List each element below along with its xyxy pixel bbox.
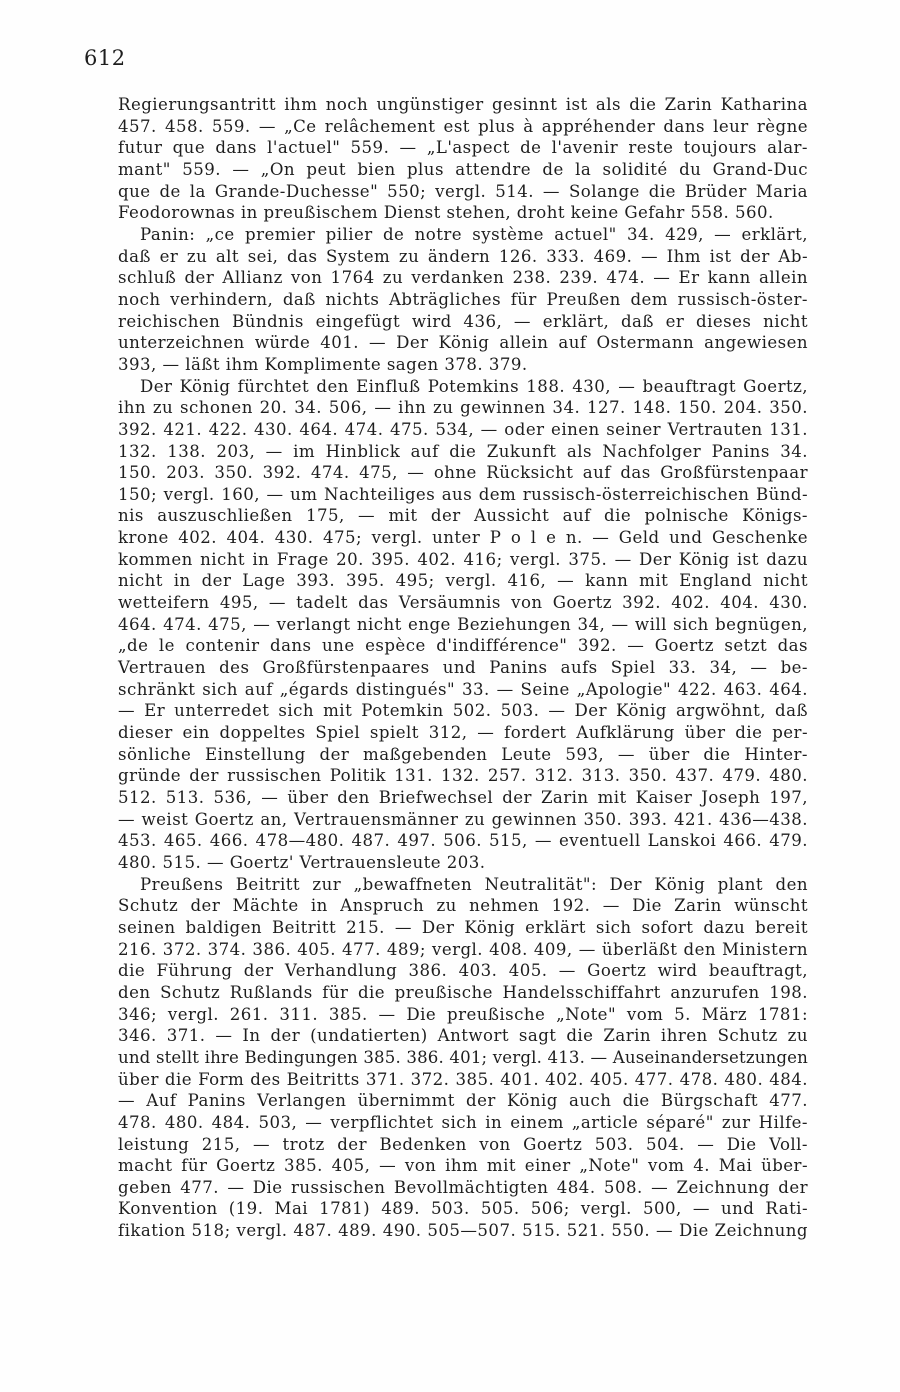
text-line: kommen nicht in Frage 20. 395. 402. 416; vergl. 375. — Der König ist dazu [118,549,808,569]
text-line: 216. 372. 374. 386. 405. 477. 489; vergl. 408. 409, — überläßt den Ministern [118,939,808,959]
text-line: und stellt ihre Bedingungen 385. 386. 401; vergl. 413. — Auseinandersetzungen [118,1047,808,1067]
text-line: 453. 465. 466. 478—480. 487. 497. 506. 515, — eventuell Lanskoi 466. 479. [118,831,808,851]
text-line: fikation 518; vergl. 487. 489. 490. 505—507. 515. 521. 550. — Die Zeichnung [118,1221,808,1241]
text-line: — weist Goertz an, Vertrauensmänner zu gewinnen 350. 393. 421. 436—438. [118,809,808,829]
text-line: schränkt sich auf „égards distingués" 33. — Seine „Apologie" 422. 463. 464. [118,679,808,699]
text-line: Regierungsantritt ihm noch ungünstiger gesinnt ist als die Zarin Katharina [118,95,808,114]
text-line: die Führung der Verhandlung 386. 403. 405. — Goertz wird beauftragt, [118,961,808,981]
text-line: — Auf Panins Verlangen übernimmt der König auch die Bürgschaft 477. [118,1091,808,1111]
index-text-block [118,94,808,1242]
text-line: 480. 515. — Goertz' Vertrauensleute 203. [118,852,486,872]
text-line: que de la Grande-Duchesse" 550; vergl. 514. — Solange die Brüder Maria [118,181,808,201]
text-line: 150; vergl. 160, — um Nachteiliges aus dem russisch-österreichischen Bünd- [118,484,808,504]
text-line: Panin: „ce premier pilier de notre système actuel" 34. 429, — erklärt, [140,224,808,244]
text-line: ihn zu schonen 20. 34. 506, — ihn zu gewinnen 34. 127. 148. 150. 204. 350. [118,398,808,418]
text-line: daß er zu alt sei, das System zu ändern 126. 333. 469. — Ihm ist der Ab- [118,246,808,266]
text-line: — Er unterredet sich mit Potemkin 502. 503. — Der König argwöhnt, daß [118,701,808,721]
text-line: macht für Goertz 385. 405, — von ihm mit einer „Note" vom 4. Mai über- [118,1156,808,1176]
text-line: Konvention (19. Mai 1781) 489. 503. 505. 506; vergl. 500, — und Rati- [118,1199,808,1219]
text-line: Preußens Beitritt zur „bewaffneten Neutralität": Der König plant den [140,874,808,894]
text-line: Der König fürchtet den Einfluß Potemkins 188. 430, — beauftragt Goertz, [140,376,808,396]
text-line: 346; vergl. 261. 311. 385. — Die preußische „Note" vom 5. März 1781: [118,1004,808,1024]
text-line: 464. 474. 475, — verlangt nicht enge Beziehungen 34, — will sich begnügen, [118,614,808,634]
text-line: unterzeichnen würde 401. — Der König allein auf Ostermann angewiesen [118,333,808,353]
text-line: 346. 371. — In der (undatierten) Antwort sagt die Zarin ihren Schutz zu [118,1026,808,1046]
text-line: 132. 138. 203, — im Hinblick auf die Zukunft als Nachfolger Panins 34. [118,441,808,461]
text-line: dieser ein doppeltes Spiel spielt 312, — fordert Aufklärung über die per- [118,723,808,743]
text-line: noch verhindern, daß nichts Abträgliches für Preußen dem russisch-öster- [118,289,808,309]
text-line: nicht in der Lage 393. 395. 495; vergl. 416, — kann mit England nicht [118,571,808,591]
text-line: seinen baldigen Beitritt 215. — Der König erklärt sich sofort dazu bereit [118,917,808,937]
text-line: gründe der russischen Politik 131. 132. 257. 312. 313. 350. 437. 479. 480. [118,766,808,786]
text-line: Schutz der Mächte in Anspruch zu nehmen 192. — Die Zarin wünscht [118,896,808,916]
text-line: schluß der Allianz von 1764 zu verdanken 238. 239. 474. — Er kann allein [118,268,808,288]
text-line: reichischen Bündnis eingefügt wird 436, — erklärt, daß er dieses nicht [118,311,808,331]
text-line: 512. 513. 536, — über den Briefwechsel der Zarin mit Kaiser Joseph 197, [118,788,808,807]
text-line: Feodorownas in preußischem Dienst stehen, droht keine Gefahr 558. 560. [118,203,774,223]
text-line: mant" 559. — „On peut bien plus attendre de la solidité du Grand-Duc [118,159,808,179]
text-line: leistung 215, — trotz der Bedenken von Goertz 503. 504. — Die Voll- [118,1134,808,1154]
text-line: wetteifern 495, — tadelt das Versäumnis von Goertz 392. 402. 404. 430. [118,593,808,613]
text-line: 392. 421. 422. 430. 464. 474. 475. 534, — oder einen seiner Vertrauten 131. [118,419,808,439]
text-line: nis auszuschließen 175, — mit der Aussicht auf die polnische Königs- [118,506,808,526]
page-number: 612 [84,46,126,70]
text-line: „de le contenir dans une espèce d'indifférence" 392. — Goertz setzt das [118,636,808,656]
text-line: 478. 480. 484. 503, — verpflichtet sich in einem „article séparé" zur Hilfe- [118,1112,808,1132]
text-line: über die Form des Beitritts 371. 372. 385. 401. 402. 405. 477. 478. 480. 484. [118,1069,808,1089]
text-line: futur que dans l'actuel" 559. — „L'aspect de l'avenir reste toujours alar- [118,138,808,158]
text-line: geben 477. — Die russischen Bevollmächtigten 484. 508. — Zeichnung der [118,1177,808,1197]
text-line: 457. 458. 559. — „Ce relâchement est plus à appréhender dans leur règne [118,116,808,136]
text-line: krone 402. 404. 430. 475; vergl. unter P o l e n. — Geld und Geschenke [118,528,808,548]
text-line: 393, — läßt ihm Komplimente sagen 378. 379. [118,354,528,374]
text-line: den Schutz Rußlands für die preußische Handelsschiffahrt anzurufen 198. [118,982,808,1002]
text-line: Vertrauen des Großfürstenpaares und Panins aufs Spiel 33. 34, — be- [118,658,808,678]
text-line: 150. 203. 350. 392. 474. 475, — ohne Rücksicht auf das Großfürstenpaar [118,463,808,483]
text-line: sönliche Einstellung der maßgebenden Leute 593, — über die Hinter- [118,744,808,764]
